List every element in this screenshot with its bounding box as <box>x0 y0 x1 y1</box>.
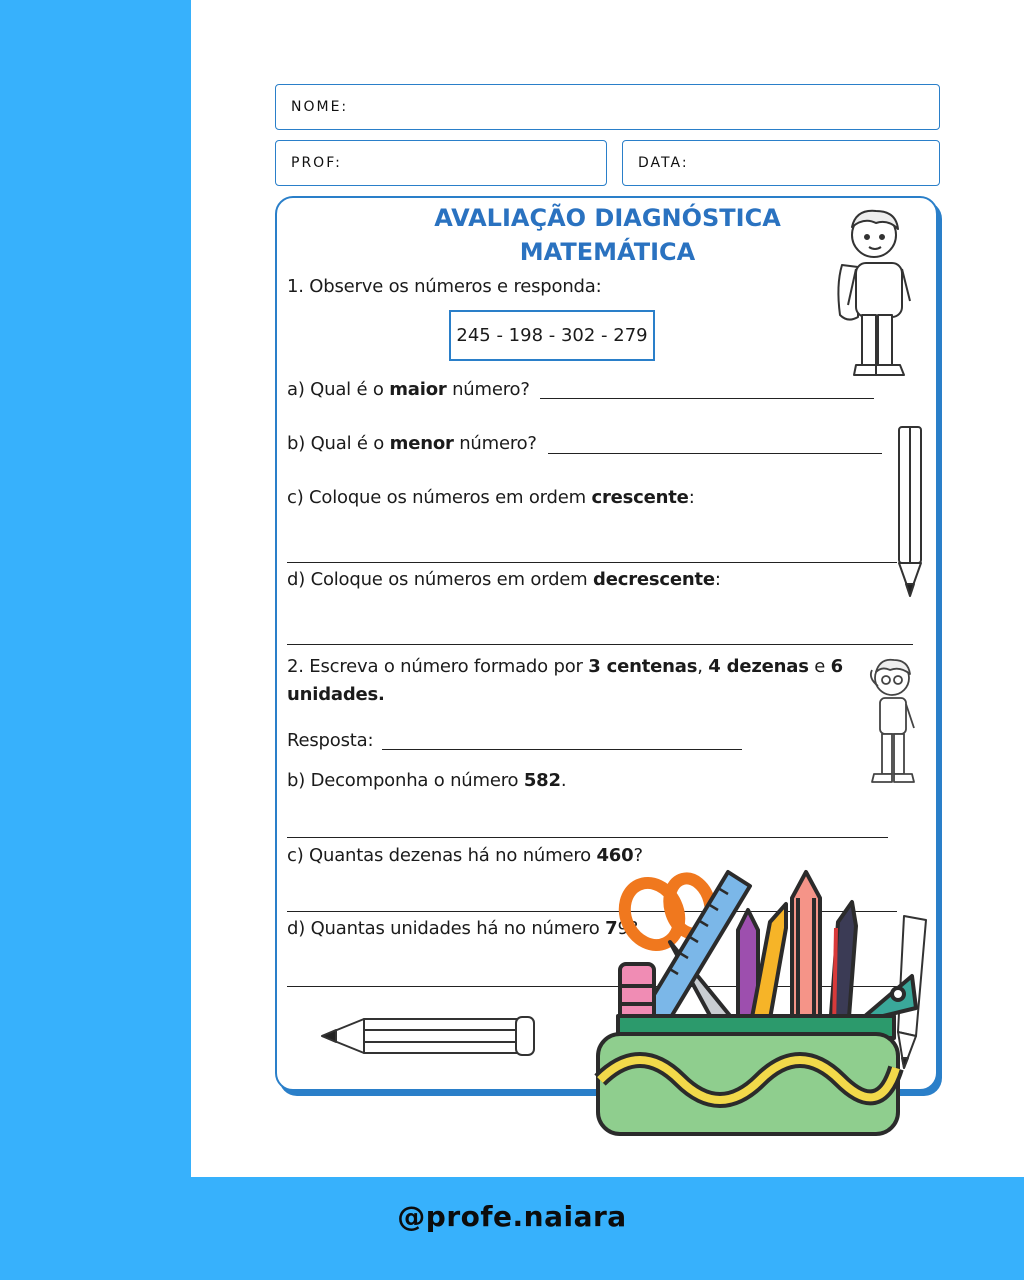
q2b-pre: b) Decomponha o número <box>287 770 524 791</box>
numbers-box <box>449 310 655 361</box>
q2-resposta-line[interactable] <box>382 749 742 750</box>
q1b-bold: menor <box>389 433 454 454</box>
pencil-vertical-illustration <box>896 424 924 606</box>
numbers-text: 245 - 198 - 302 - 279 <box>456 325 648 346</box>
q1b-post: número? <box>453 433 537 454</box>
pencil-horizontal-illustration <box>320 1015 538 1057</box>
q2-and: e <box>808 656 831 677</box>
q2d-text <box>287 918 638 939</box>
teacher-field[interactable] <box>275 140 607 186</box>
q1b-answer-line[interactable] <box>548 453 882 454</box>
q2b-bold: 582 <box>523 770 561 791</box>
q2b-post: . <box>560 770 567 791</box>
child-waving-illustration <box>860 656 918 788</box>
boy-with-backpack-illustration <box>832 205 917 383</box>
q2b-answer-line[interactable] <box>287 837 888 838</box>
q2d-bold: 7 <box>605 918 618 939</box>
q2-text-line2 <box>287 684 385 705</box>
q1d-pre: d) Coloque os números em ordem <box>287 569 594 590</box>
teacher-label: PROF: <box>291 155 342 171</box>
q1a-bold: maior <box>389 379 447 400</box>
q2c-post: ? <box>633 845 643 866</box>
q2-unidades: unidades. <box>287 684 385 705</box>
q1d-answer-line[interactable] <box>287 644 913 645</box>
q2-dezenas: 4 dezenas <box>708 656 809 677</box>
q1c-bold: crescente <box>591 487 689 508</box>
name-field[interactable] <box>275 84 940 130</box>
q2b-text <box>287 770 566 791</box>
q2d-post: 9? <box>617 918 639 939</box>
q1a-post: número? <box>446 379 530 400</box>
q2-comma: , <box>697 656 709 677</box>
date-label: DATA: <box>638 155 689 171</box>
q2-pre: 2. Escreva o número formado por <box>287 656 589 677</box>
q1b-text <box>287 433 537 454</box>
q2-six: 6 <box>830 656 843 677</box>
q1a-text <box>287 379 530 400</box>
q1a-answer-line[interactable] <box>540 398 874 399</box>
q1a-pre: a) Qual é o <box>287 379 390 400</box>
title-line2: MATEMÁTICA <box>519 238 696 266</box>
name-label: NOME: <box>291 99 349 115</box>
q1b-pre: b) Qual é o <box>287 433 390 454</box>
q1d-text <box>287 569 721 590</box>
q2-text-line1 <box>287 656 843 677</box>
pencil-case-illustration <box>590 858 920 1140</box>
q2c-bold: 460 <box>596 845 634 866</box>
q2-centenas: 3 centenas <box>588 656 698 677</box>
q2d-pre: d) Quantas unidades há no número <box>287 918 606 939</box>
date-field[interactable] <box>622 140 940 186</box>
q1c-answer-line[interactable] <box>287 562 897 563</box>
q1d-bold: decrescente <box>593 569 715 590</box>
q2c-pre: c) Quantas dezenas há no número <box>287 845 597 866</box>
q2-resposta-label: Resposta: <box>287 730 374 751</box>
q1c-pre: c) Coloque os números em ordem <box>287 487 592 508</box>
q1c-text <box>287 487 695 508</box>
q1-prompt: 1. Observe os números e responda: <box>287 276 602 297</box>
title-line1: AVALIAÇÃO DIAGNÓSTICA <box>434 204 781 232</box>
q1d-post: : <box>714 569 721 590</box>
q1c-post: : <box>688 487 695 508</box>
instagram-handle[interactable]: @profe.naiara <box>397 1200 627 1233</box>
